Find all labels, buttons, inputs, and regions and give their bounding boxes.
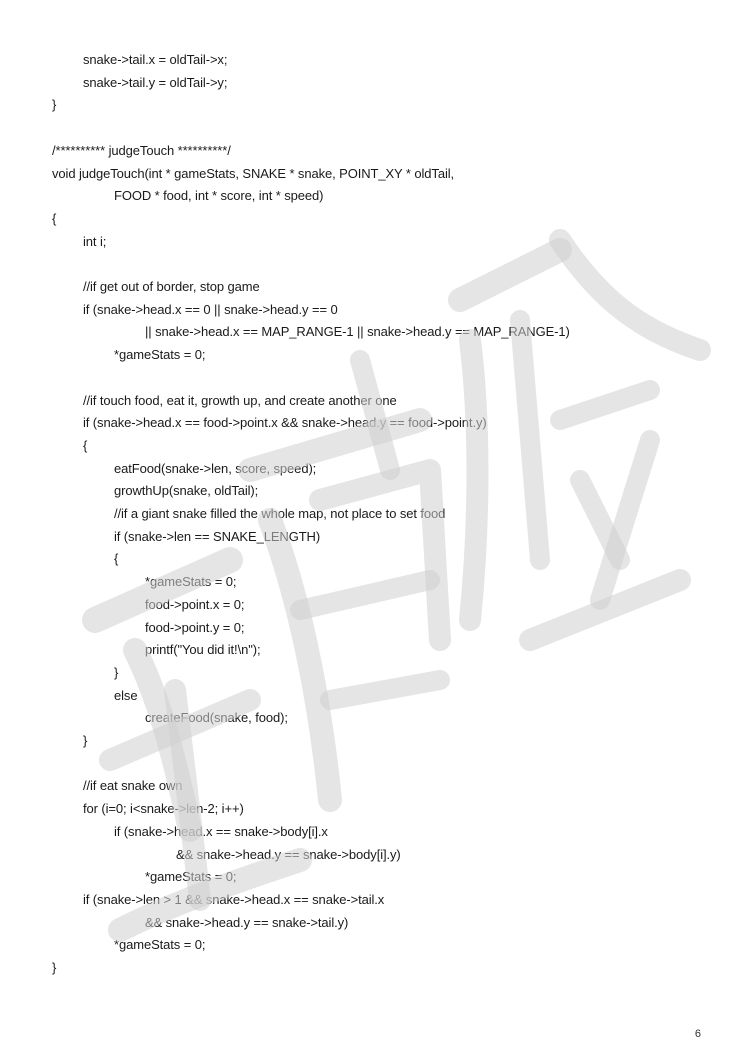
code-line: /********** judgeTouch **********/ [52,142,231,158]
code-line: if (snake->head.x == 0 || snake->head.y == 0 [83,301,338,317]
page-number: 6 [694,1028,701,1040]
code-line: //if eat snake own [83,778,183,794]
code-line: { [83,437,88,453]
code-line: for (i=0; i<snake->len-2; i++) [83,801,244,817]
code-line: } [52,960,57,975]
code-line: FOOD * food, int * score, int * speed) [114,188,324,204]
code-line: || snake->head.x == MAP_RANGE-1 || snake->head.y == MAP_RANGE-1) [145,324,570,340]
code-line: && snake->head.y == snake->body[i].y) [176,846,401,862]
code-line: *gameStats = 0; [145,574,237,590]
code-line: && snake->head.y == snake->tail.y) [145,914,349,930]
code-line: int i; [83,233,107,249]
code-line: { [52,210,57,226]
code-line: //if get out of border, stop game [83,279,260,294]
code-line: //if a giant snake filled the whole map, not place to set food [114,506,446,521]
code-line: *gameStats = 0; [114,347,206,363]
code-line: food->point.y = 0; [145,619,245,635]
code-line: printf("You did it!\n"); [145,642,261,658]
code-line: if (snake->head.x == snake->body[i].x [114,823,328,839]
code-line: createFood(snake, food); [145,710,288,726]
code-line: { [114,551,119,567]
code-line: *gameStats = 0; [145,869,237,885]
code-line: food->point.x = 0; [145,596,245,612]
code-line: else [114,687,138,703]
code-line: if (snake->len == SNAKE_LENGTH) [114,528,321,544]
code-line: snake->tail.y = oldTail->y; [83,74,228,90]
code-line: //if touch food, eat it, growth up, and create another one [83,392,397,408]
code-line: *gameStats = 0; [114,937,206,953]
code-line: growthUp(snake, oldTail); [114,483,259,499]
code-line: snake->tail.x = oldTail->x; [83,52,228,67]
code-line: } [114,664,119,680]
code-line: void judgeTouch(int * gameStats, SNAKE * snake, POINT_XY * oldTail, [52,165,455,181]
code-line: if (snake->len > 1 && snake->head.x == snake->tail.x [83,891,385,907]
code-line: eatFood(snake->len, score, speed); [114,460,317,476]
code-line: if (snake->head.x == food->point.x && snake->head.y == food->point.y) [83,415,487,431]
code-line: } [83,733,88,748]
code-line: } [52,97,57,113]
